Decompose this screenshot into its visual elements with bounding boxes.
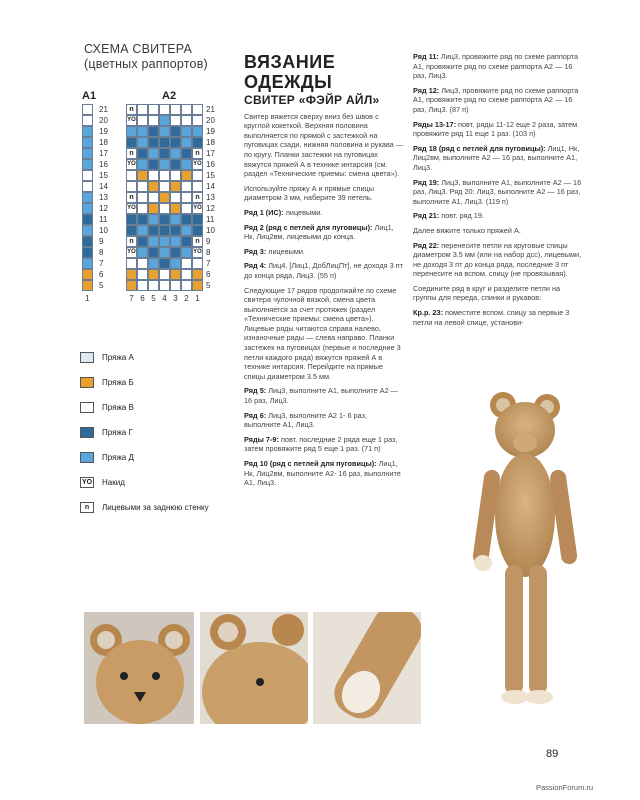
chart-cell [170,258,181,269]
article-paragraph [244,247,404,257]
article-paragraph [413,178,583,207]
row-number: 20 [206,116,215,125]
chart-cell [159,181,170,192]
chart-cell [137,192,148,203]
row-numbers-a2 [206,104,220,291]
row-number: 21 [206,105,215,114]
bear-face-photo [84,612,194,724]
chart-cell [170,214,181,225]
row-number: 10 [99,226,108,235]
legend-swatch: YO [81,479,93,486]
chart-cell-knit-back: n [192,236,203,247]
chart-cell [159,236,170,247]
article-paragraph [413,308,583,327]
chart-cell [170,269,181,280]
chart-cell [137,203,148,214]
chart-cell [170,247,181,258]
bear-ear-illustration [200,612,308,724]
paragraph-lead: Ряд 10 (ряд с петлей для пуговицы): [244,459,379,468]
chart-cell [82,192,93,203]
col3-paragraphs [413,52,583,327]
schema-title-line1: СХЕМА СВИТЕРА [84,42,192,56]
paragraph-text: перенесите петли на круговые спицы диаметром 3.5 мм (или на набор дсс), лицевыми, не доходя 3 пт до конца ряда, последние 3 пт перенесите на вспом. спицу (не провязывая). [413,240,582,279]
chart-cell [137,269,148,280]
chart-cell [148,115,159,126]
chart-cell [148,203,159,214]
legend-item [80,477,125,488]
chart-cell-knit-back: n [126,104,137,115]
article-paragraph [244,286,404,382]
legend-swatch: n [80,502,94,513]
paragraph-text: Используйте пряжу А и прямые спицы диаметром 3 мм, наберите 39 петель. [244,183,374,203]
row-number: 9 [99,237,104,246]
paragraph-text: поместите вспом. спицу за первые 3 петли на левой спице, установи- [413,308,570,327]
chart-cell-yarn-over: YO [192,159,203,170]
schema-title-line2: (цветных раппортов) [84,57,208,71]
chart-cell-yarn-over: YO [192,203,203,214]
schema-title [84,42,208,72]
article-column-3 [413,52,583,332]
article-paragraph [244,411,404,430]
legend-label: Пряжа Д [102,453,134,462]
chart-cell [82,137,93,148]
chart-cell [181,192,192,203]
watermark: PassionForum.ru [536,783,594,792]
chart-cell [170,192,181,203]
article-paragraph [413,52,583,81]
chart-cell [137,137,148,148]
chart-cell [159,115,170,126]
row-number: 11 [99,215,108,224]
row-number: 6 [206,270,211,279]
bear-standing-illustration [455,385,595,715]
row-number: 5 [206,281,211,290]
chart-cell [82,104,93,115]
paragraph-lead: Ряд 11: [413,52,441,61]
chart-cell [148,225,159,236]
row-number: 21 [99,105,108,114]
chart-cell [181,137,192,148]
chart-cell [137,170,148,181]
chart-cell [159,258,170,269]
chart-cell [148,269,159,280]
chart-cell [170,137,181,148]
article-paragraph [413,86,583,115]
chart-cell [82,258,93,269]
paragraph-lead: Ряд 19: [413,177,442,187]
article-paragraph [244,112,404,179]
paragraph-text: Лиц3, выполните А2 1- 6 раз, выполните А1, Лиц3. [244,410,367,430]
article-paragraph [413,211,583,221]
paragraph-text: Лиц1, Нк, Лиц2вм, лицевыми до конца. [244,222,394,242]
chart-cell [126,137,137,148]
chart-cell [126,214,137,225]
article-subheading: СВИТЕР «ФЭЙР АЙЛ» [244,93,380,107]
bear-paw-illustration [313,612,421,724]
chart-cell [170,104,181,115]
chart-cell [137,280,148,291]
legend-label: Пряжа Г [102,428,133,437]
article-heading-line2: ОДЕЖДЫ [244,72,333,92]
chart-cell [192,258,203,269]
chart-cell [82,159,93,170]
article-paragraph [413,226,583,236]
page-number: 89 [546,748,559,760]
bear-face-illustration [84,612,194,724]
paragraph-lead: Ряд 1 (ИС): [244,207,286,217]
chart-cell [192,181,203,192]
chart-cell-yarn-over: YO [126,115,137,126]
legend-swatch [80,427,94,438]
chart-cell [181,280,192,291]
chart-cell-knit-back: n [192,192,203,203]
chart-cell [181,148,192,159]
chart-label-a1: А1 [82,90,97,102]
row-number: 7 [99,259,104,268]
chart-cell [82,247,93,258]
chart-cell [137,225,148,236]
chart-cell-yarn-over: YO [126,247,137,258]
chart-cell [148,170,159,181]
chart-cell [82,126,93,137]
col-number: 1 [195,294,200,303]
chart-cell [137,181,148,192]
paragraph-lead: Ряд 18 (ряд с петлей для пуговицы): [413,143,548,153]
chart-cell [148,104,159,115]
chart-cell [159,159,170,170]
paragraph-text: Лиц1, Нк, Лиц2вм, выполните А2- 16 раз, выполните А1, Лиц3. [244,459,401,488]
row-number: 13 [99,193,108,202]
chart-cell-knit-back: n [192,148,203,159]
chart-cell [170,203,181,214]
chart-cell [192,137,203,148]
legend-swatch [80,402,94,413]
chart-cell [181,225,192,236]
row-number: 16 [206,160,215,169]
col-number: 2 [184,294,189,303]
legend-swatch [80,352,94,363]
row-number: 14 [206,182,215,191]
chart-cell [192,225,203,236]
row-number: 19 [99,127,108,136]
legend-item [80,402,134,413]
legend-swatch [80,377,94,388]
article-paragraph [413,120,583,139]
article-paragraph [413,284,583,303]
chart-cell-yarn-over: YO [126,159,137,170]
chart-cell [192,115,203,126]
chart-cell [170,236,181,247]
chart-cell [148,148,159,159]
chart-cell [82,181,93,192]
chart-cell [170,181,181,192]
chart-cell [148,159,159,170]
article-paragraph [244,459,404,488]
paragraph-text: Соедините ряд в круг и разделите петли на группы для переда, спинки и рукавов: [413,283,561,303]
chart-grid-a1 [82,104,93,291]
legend-label: Лицевыми за заднюю стенку [102,503,209,512]
chart-cell [126,181,137,192]
col-number: 7 [129,294,134,303]
chart-cell [181,258,192,269]
legend-item [80,352,134,363]
chart-label-a2: А2 [162,90,177,102]
paragraph-lead: Ряд 4: [244,261,269,271]
bear-paw-photo [313,612,421,724]
chart-cell [181,269,192,280]
chart-cell [126,225,137,236]
row-number: 6 [99,270,104,279]
chart-cell [137,236,148,247]
paragraph-text: Свитер вяжется сверху вниз без швов с круглой кокеткой. Верхняя половина выполняется по прямой с застежкой на пуговицах сзади, нижняя половина и рукава — по кругу. Планки застежки на пуговицах вяжутся пряжей А в технике интарсия (см. раздел «Технические приемы: смена цвета»). [244,111,404,179]
article-paragraph [244,261,404,280]
chart-cell-knit-back: n [126,148,137,159]
chart-cell [159,170,170,181]
chart-cell [181,115,192,126]
paragraph-text: Лиц3, выполните А1, выполните А2 — 16 раз, Лиц3. [244,386,398,406]
legend-item [80,377,134,388]
legend-label: Пряжа А [102,353,134,362]
row-number: 12 [99,204,108,213]
paragraph-lead: Ряды 7-9: [244,434,281,444]
col-number: 5 [151,294,156,303]
chart-cell [159,192,170,203]
chart-cell [192,214,203,225]
article-paragraph [244,435,404,454]
paragraph-text: повт. ряд 19. [441,211,484,221]
chart-cell [137,159,148,170]
col-number-a1: 1 [85,294,90,303]
chart-cell [192,170,203,181]
chart-cell [181,159,192,170]
chart-cell [82,115,93,126]
bear-ear-photo [200,612,308,724]
legend-item [80,427,133,438]
paragraph-lead: Ряды 13-17: [413,119,459,129]
chart-cell [181,126,192,137]
chart-cell [148,214,159,225]
chart-cell [82,269,93,280]
chart-cell [181,104,192,115]
bear-standing-photo [455,385,595,715]
chart-cell [126,170,137,181]
paragraph-lead: Ряд 5: [244,386,269,396]
chart-cell [159,203,170,214]
row-number: 5 [99,281,104,290]
paragraph-text: Лиц4, [Лиц1, ДобЛицПт], не доходя 3 пт до конца ряда, Лиц3. (55 п) [244,261,403,280]
chart-cell [148,137,159,148]
chart-cell [148,258,159,269]
chart-cell [126,280,137,291]
chart-cell [170,148,181,159]
chart-cell [192,126,203,137]
row-number: 13 [206,193,215,202]
chart-cell [137,148,148,159]
chart-cell [181,203,192,214]
chart-cell [126,269,137,280]
row-number: 17 [206,149,215,158]
chart-cell [137,104,148,115]
article-paragraph [244,184,404,203]
article-paragraph [244,208,404,218]
chart-cell [170,115,181,126]
chart-cell [82,203,93,214]
chart-cell-yarn-over: YO [126,203,137,214]
paragraph-text: Лиц3, провяжите ряд по схеме раппорта А1, провяжите ряд по схеме раппорта А2 — 16 раз, Лиц3. (87 п) [413,85,579,114]
paragraph-text: Далее вяжите только пряжей А. [413,225,521,235]
legend-item [80,452,134,463]
chart-cell [181,170,192,181]
chart-cell [170,159,181,170]
paragraph-text: лицевыми. [285,207,323,217]
chart-cell [137,126,148,137]
col-number: 4 [162,294,167,303]
col2-paragraphs [244,112,404,488]
paragraph-lead: Ряд 22: [413,240,442,250]
chart-cell [82,236,93,247]
chart-cell [170,225,181,236]
chart-cell-knit-back: n [126,236,137,247]
chart-cell [181,214,192,225]
chart-cell [126,126,137,137]
chart-cell [82,148,93,159]
row-number: 16 [99,160,108,169]
chart-cell [159,269,170,280]
chart-cell [170,170,181,181]
paragraph-text: Лиц3, провяжите ряд по схеме раппорта А1, провяжите ряд по схеме раппорта А2 — 16 раз, Лиц3. [413,52,579,81]
row-number: 10 [206,226,215,235]
legend-label: Пряжа Б [102,378,134,387]
paragraph-lead: Кр.р. 23: [413,308,446,318]
row-number: 15 [99,171,108,180]
chart-cell [159,214,170,225]
paragraph-text: повт. последние 2 ряда еще 1 раз, затем провяжите ряд 5 еще 1 раз. (71 п) [244,434,398,454]
row-number: 18 [206,138,215,147]
row-number: 11 [206,215,215,224]
chart-cell [192,269,203,280]
col-numbers-a2 [126,294,203,303]
article-heading-line1: ВЯЗАНИЕ [244,52,336,72]
row-number: 15 [206,171,215,180]
row-number: 8 [206,248,211,257]
chart-cell [148,126,159,137]
chart-cell [148,280,159,291]
col-number: 3 [173,294,178,303]
paragraph-lead: Ряд 2 (ряд с петлей для пуговицы): [244,222,375,232]
row-number: 7 [206,259,211,268]
row-numbers-a1 [99,104,113,291]
chart-cell [148,236,159,247]
chart-cell [82,225,93,236]
paragraph-text: повт. ряды 11-12 еще 2 раза, затем провяжите ряд 11 еще 1 раз. (103 п) [413,119,578,139]
row-number: 18 [99,138,108,147]
chart-cell [159,148,170,159]
legend-swatch [80,452,94,463]
chart-cell [159,225,170,236]
paragraph-lead: Ряд 21: [413,211,442,221]
chart-cell-yarn-over: YO [192,247,203,258]
article-paragraph [413,241,583,279]
chart-cell [159,137,170,148]
chart-cell [148,181,159,192]
chart-cell [137,258,148,269]
paragraph-text: лицевыми. [268,246,305,256]
paragraph-lead: Ряд 3: [244,246,269,256]
chart-cell [159,247,170,258]
chart-cell [159,126,170,137]
chart-cell [181,236,192,247]
chart-cell [192,104,203,115]
chart-cell [148,247,159,258]
col-number: 6 [140,294,145,303]
paragraph-lead: Ряд 6: [244,410,269,420]
chart-cell [181,247,192,258]
chart-cell [170,126,181,137]
chart-cell [170,280,181,291]
article-paragraph [413,144,583,173]
chart-cell [137,247,148,258]
chart-cell [82,170,93,181]
chart-cell [181,181,192,192]
row-number: 9 [206,237,211,246]
chart-cell [82,280,93,291]
row-number: 8 [99,248,104,257]
row-number: 20 [99,116,108,125]
legend-item [80,502,209,513]
chart-cell-knit-back: n [126,192,137,203]
paragraph-text: Следующие 17 рядов продолжайте по схеме свитера чулочной вязкой, смена цвета выполняется за счет протяжек (раздел «Технические приемы: смена цвета»). Лицевые ряды читаются справа налево, изнаночные ряды — слева направо. Планки застежек на пуговицах (первые и последние 3 петли каждого ряда) вяжутся пряжей А в технике интарсия. Перейдите на прямые спицы диаметром 3.5 мм. [244,285,401,381]
row-number: 12 [206,204,215,213]
row-number: 19 [206,127,215,136]
legend-label: Накид [102,478,125,487]
chart-cell [159,280,170,291]
chart-cell [148,192,159,203]
chart-cell [126,258,137,269]
chart-cell [137,115,148,126]
chart-cell [82,214,93,225]
paragraph-lead: Ряд 12: [413,85,442,95]
article-column-2 [244,52,404,493]
article-paragraph [244,223,404,242]
chart-cell [192,280,203,291]
row-number: 14 [99,182,108,191]
paragraph-text: Лиц1, Нк, Лиц2вм, выполните А2 — 16 раз, выполните А1, Лиц3. [413,143,580,172]
paragraph-text: Лиц3, выполните А1, выполните А2 — 16 раз, Лиц3. Ряд 20: Лиц3, выполните А2 — 16 раз, выполните А1, Лиц3. (119 п) [413,177,582,206]
chart-grid-a2 [126,104,203,291]
article-paragraph [244,386,404,405]
chart-cell [159,104,170,115]
chart-cell [137,214,148,225]
legend-label: Пряжа В [102,403,134,412]
row-number: 17 [99,149,108,158]
